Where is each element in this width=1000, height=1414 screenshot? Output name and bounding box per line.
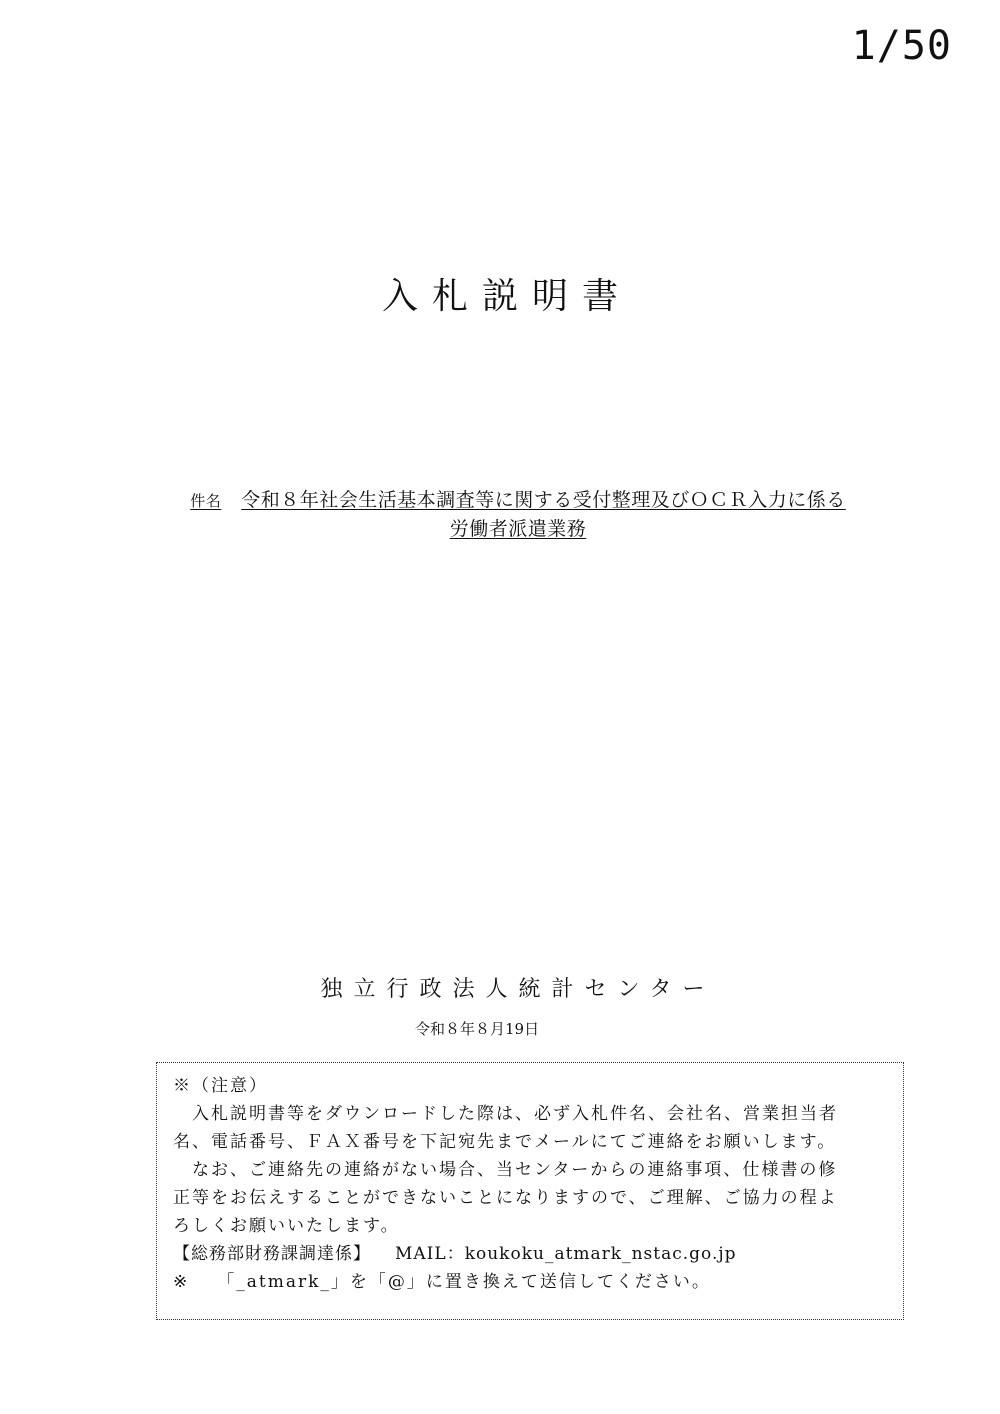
- document-title: 入札説明書: [381, 276, 632, 317]
- subject-text-2: 労働者派遣業務: [449, 518, 587, 540]
- subject-text-1: 令和８年社会生活基本調査等に関する受付整理及びＯＣＲ入力に係る: [241, 489, 846, 511]
- document-date: 令和８年８月19日: [415, 1020, 540, 1038]
- notice-heading: ※（注意）: [173, 1076, 268, 1096]
- contact-line: [173, 1240, 889, 1268]
- organization-name: 独立行政法人統計センター: [320, 977, 716, 1002]
- subject-label: 件名: [190, 492, 222, 510]
- contact-email: MAIL：koukoku_atmark_nstac.go.jp: [395, 1244, 737, 1264]
- replace-instruction: [173, 1268, 889, 1296]
- subject-line-1: [190, 486, 846, 515]
- notice-para2-line2: 正等をお伝えすることができないことになりますので、ご理解、ご協力の程よ: [173, 1188, 838, 1208]
- notice-box: [156, 1062, 904, 1320]
- notice-para2-line1: なお、ご連絡先の連絡がない場合、当センターからの連絡事項、仕様書の修: [192, 1160, 838, 1180]
- notice-para1-line2: 名、電話番号、ＦＡＸ番号を下記宛先までメールにてご連絡をお願いします。: [173, 1132, 837, 1152]
- subject-block: [0, 486, 1000, 543]
- notice-para2-line3: ろしくお願いいたします。: [173, 1216, 400, 1236]
- page-number: 1/50: [851, 23, 952, 69]
- contact-department: 【総務部財務課調達係】: [173, 1244, 371, 1264]
- notice-para1-line1: 入札説明書等をダウンロードした際は、必ず入札件名、会社名、営業担当者: [192, 1104, 838, 1124]
- replace-text: 「_atmark_」を「@」に置き換えて送信してください。: [217, 1272, 711, 1292]
- replace-mark: ※: [173, 1272, 190, 1292]
